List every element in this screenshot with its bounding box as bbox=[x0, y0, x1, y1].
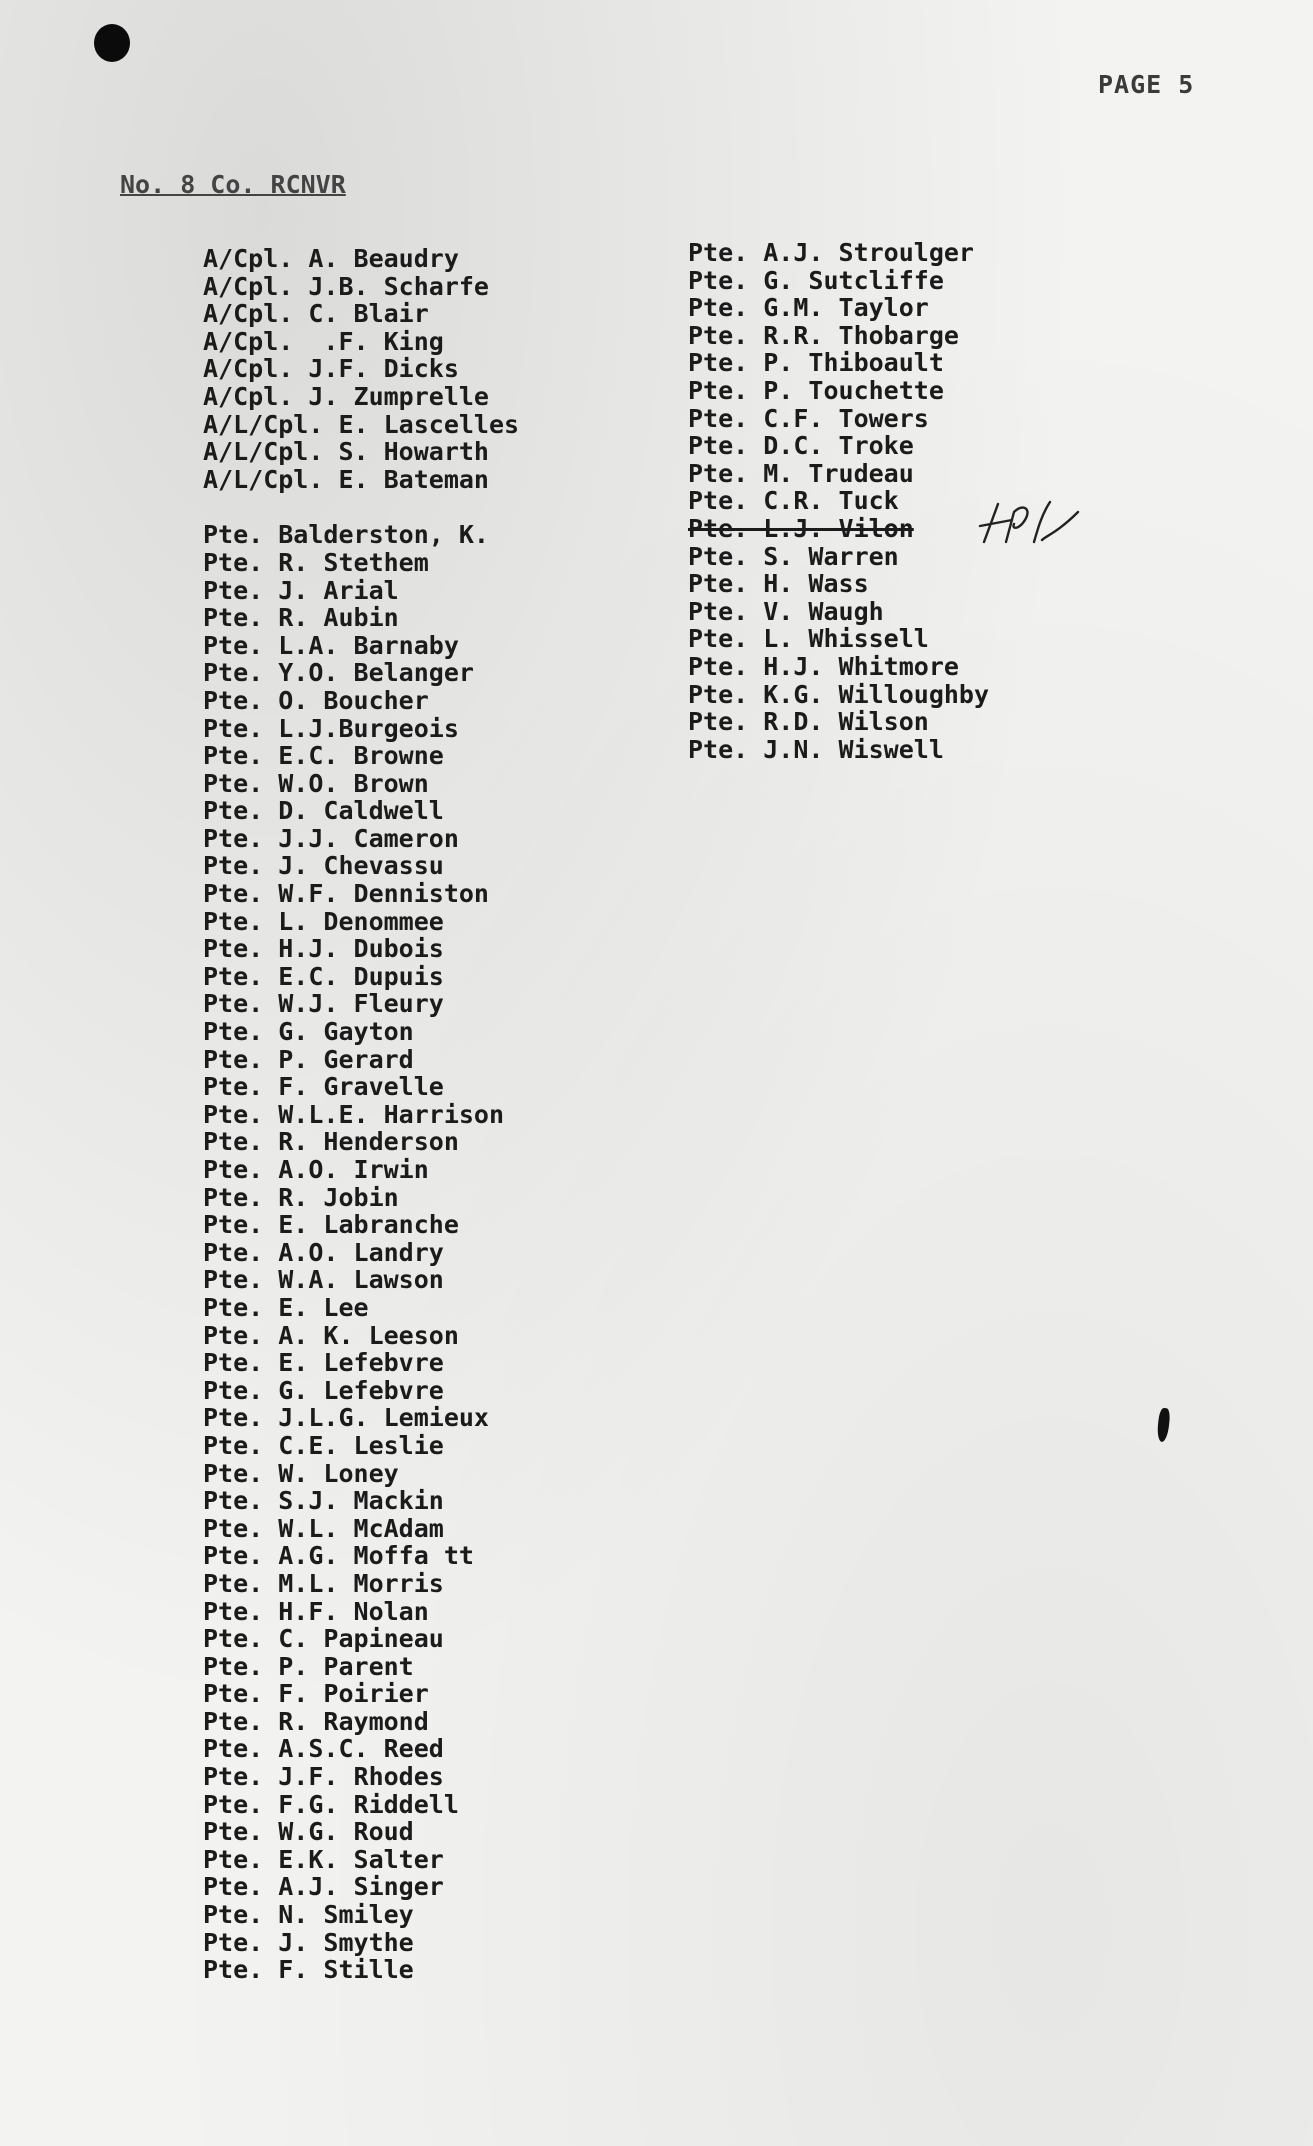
company-heading: No. 8 Co. RCNVR bbox=[120, 170, 346, 199]
roster-entry: Pte. Y.O. Belanger bbox=[203, 658, 474, 688]
roster-entry: Pte. G.M. Taylor bbox=[688, 293, 929, 323]
roster-entry: Pte. J. Smythe bbox=[203, 1927, 414, 1957]
roster-entry: Pte. S. Warren bbox=[688, 541, 899, 571]
roster-entry: Pte. E. Lefebvre bbox=[203, 1348, 444, 1378]
roster-entry: Pte. W.G. Roud bbox=[203, 1817, 414, 1847]
roster-entry: Pte. F. Stille bbox=[203, 1955, 414, 1985]
roster-entry: Pte. F. Poirier bbox=[203, 1679, 429, 1709]
right-roster-column bbox=[688, 239, 989, 763]
roster-entry: A/Cpl. J.F. Dicks bbox=[203, 354, 459, 384]
roster-entry: Pte. A.G. Moffa tt bbox=[203, 1541, 474, 1571]
roster-entry: Pte. V. Waugh bbox=[688, 596, 884, 626]
roster-entry: Pte. F.G. Riddell bbox=[203, 1789, 459, 1819]
roster-entry: Pte. C.E. Leslie bbox=[203, 1430, 444, 1460]
roster-entry: Pte. H.J. Whitmore bbox=[688, 651, 959, 681]
roster-entry: A/Cpl. C. Blair bbox=[203, 299, 429, 329]
roster-entry: Pte. D. Caldwell bbox=[203, 796, 444, 826]
roster-entry: Pte. J. Chevassu bbox=[203, 851, 444, 881]
roster-entry: Pte. A.J. Stroulger bbox=[688, 238, 974, 267]
roster-entry: Pte. H.J. Dubois bbox=[203, 934, 444, 964]
roster-entry: Pte. W.J. Fleury bbox=[203, 989, 444, 1019]
page-number: PAGE 5 bbox=[1098, 70, 1195, 99]
roster-entry: Pte. E. Lee bbox=[203, 1292, 369, 1322]
roster-entry: A/Cpl. J.B. Scharfe bbox=[203, 271, 489, 301]
roster-entry: A/Cpl. J. Zumprelle bbox=[203, 381, 489, 411]
roster-entry: Pte. E.K. Salter bbox=[203, 1844, 444, 1874]
roster-entry: Pte. R.R. Thobarge bbox=[688, 320, 959, 350]
handwritten-note bbox=[976, 498, 1086, 548]
roster-entry: Pte. C.R. Tuck bbox=[688, 486, 899, 516]
roster-entry: Pte. E. Labranche bbox=[203, 1210, 459, 1240]
roster-entry: Pte. L.J.Burgeois bbox=[203, 713, 459, 743]
roster-entry: Pte. D.C. Troke bbox=[688, 431, 914, 461]
roster-entry: Pte. R. Stethem bbox=[203, 547, 429, 577]
roster-entry: Pte. A.S.C. Reed bbox=[203, 1734, 444, 1764]
roster-entry: Pte. A.O. Irwin bbox=[203, 1155, 429, 1184]
left-roster-column bbox=[203, 245, 519, 1984]
roster-entry: Pte. J.J. Cameron bbox=[203, 823, 459, 853]
roster-entry: Pte. L. Denommee bbox=[203, 906, 444, 936]
roster-entry: Pte. K.G. Willoughby bbox=[688, 679, 990, 709]
roster-entry: Pte. M.L. Morris bbox=[203, 1568, 444, 1598]
punch-hole bbox=[94, 24, 130, 62]
roster-entry: Pte. W.O. Brown bbox=[203, 768, 429, 798]
struck-roster-entry: Pte. L.J. Vilon bbox=[688, 513, 914, 543]
roster-entry: Pte. W.A. Lawson bbox=[203, 1265, 444, 1295]
roster-entry: Pte. R. Jobin bbox=[203, 1182, 399, 1212]
roster-entry: Pte. A.O. Landry bbox=[203, 1237, 444, 1267]
roster-entry: Pte. L. Whissell bbox=[688, 624, 929, 654]
roster-entry: Pte. J. Arial bbox=[203, 575, 399, 605]
roster-entry: Pte. Balderston, K. bbox=[203, 520, 489, 550]
roster-entry: Pte. R.D. Wilson bbox=[688, 707, 929, 737]
roster-entry: Pte. G. Lefebvre bbox=[203, 1375, 444, 1405]
roster-entry: Pte. J.F. Rhodes bbox=[203, 1762, 444, 1792]
roster-entry: Pte. M. Trudeau bbox=[688, 458, 914, 488]
roster-entry: A/L/Cpl. E. Bateman bbox=[203, 464, 489, 494]
roster-entry: Pte. C.F. Towers bbox=[688, 403, 929, 433]
roster-entry: Pte. J.L.G. Lemieux bbox=[203, 1403, 489, 1433]
roster-entry: Pte. W.F. Denniston bbox=[203, 879, 489, 909]
roster-entry: Pte. O. Boucher bbox=[203, 685, 429, 715]
roster-entry: Pte. H.F. Nolan bbox=[203, 1596, 429, 1626]
roster-entry: Pte. P. Gerard bbox=[203, 1044, 414, 1074]
roster-entry: A/Cpl. A. Beaudry bbox=[203, 244, 459, 273]
roster-entry: A/Cpl. .F. King bbox=[203, 326, 444, 356]
roster-entry: Pte. P. Parent bbox=[203, 1651, 414, 1681]
roster-entry: Pte. G. Gayton bbox=[203, 1017, 414, 1047]
section-gap bbox=[203, 493, 519, 521]
roster-entry: Pte. A. K. Leeson bbox=[203, 1320, 459, 1350]
roster-entry: Pte. R. Raymond bbox=[203, 1706, 429, 1736]
roster-entry: A/L/Cpl. S. Howarth bbox=[203, 437, 489, 467]
roster-entry: Pte. C. Papineau bbox=[203, 1624, 444, 1654]
roster-entry: Pte. J.N. Wiswell bbox=[688, 734, 944, 764]
roster-entry: Pte. N. Smiley bbox=[203, 1900, 414, 1930]
roster-entry: A/L/Cpl. E. Lascelles bbox=[203, 409, 520, 439]
roster-entry: Pte. S.J. Mackin bbox=[203, 1486, 444, 1516]
roster-entry: Pte. E.C. Dupuis bbox=[203, 961, 444, 991]
roster-entry: Pte. A.J. Singer bbox=[203, 1872, 444, 1902]
roster-entry: Pte. F. Gravelle bbox=[203, 1072, 444, 1102]
roster-entry: Pte. W.L. McAdam bbox=[203, 1513, 444, 1543]
roster-entry: Pte. L.A. Barnaby bbox=[203, 630, 459, 660]
roster-entry: Pte. R. Henderson bbox=[203, 1127, 459, 1157]
roster-entry: Pte. G. Sutcliffe bbox=[688, 265, 944, 295]
roster-entry: Pte. P. Thiboault bbox=[688, 348, 944, 378]
roster-entry: Pte. W. Loney bbox=[203, 1458, 399, 1488]
roster-entry: Pte. H. Wass bbox=[688, 569, 869, 599]
roster-entry: Pte. R. Aubin bbox=[203, 603, 399, 633]
roster-entry: Pte. P. Touchette bbox=[688, 375, 944, 405]
roster-entry: Pte. E.C. Browne bbox=[203, 741, 444, 771]
roster-entry: Pte. W.L.E. Harrison bbox=[203, 1099, 505, 1129]
ink-speck bbox=[1156, 1408, 1170, 1443]
